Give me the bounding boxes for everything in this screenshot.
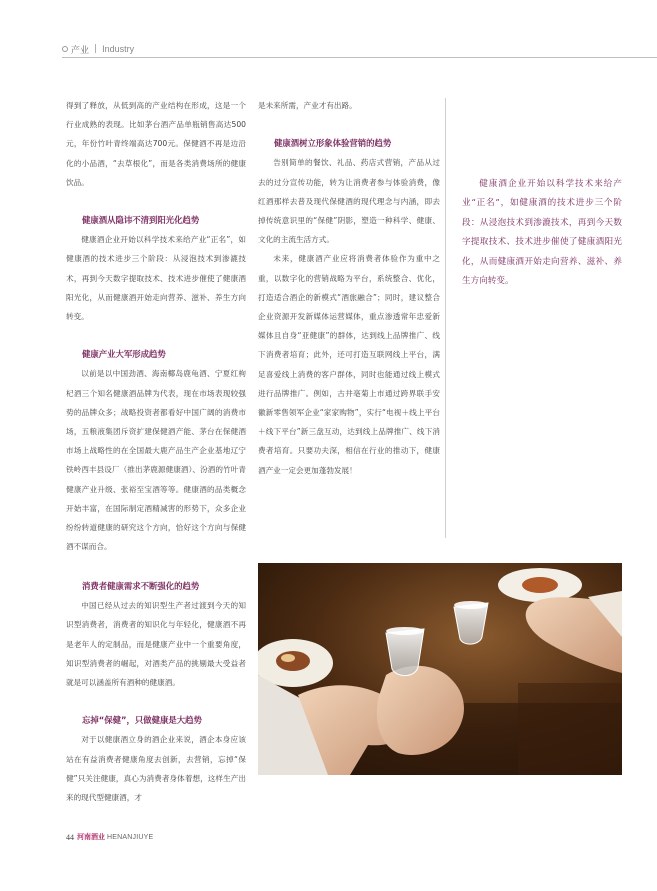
toast-illustration <box>258 563 622 775</box>
magazine-brand-en: HENANJIUYE <box>107 833 154 841</box>
column-2 <box>258 96 440 480</box>
paragraph: 健康酒企业开始以科学技术来给产业“正名”，如健康酒的技术进步三个阶段：从浸泡技术到渗漉技术，再到今天数字提取技术、技术进步催使了健康酒阳光化，从而健康酒开始走向营养、滋补、养生方向转变。 <box>66 235 246 322</box>
section-heading: 消费者健康需求不断强化的趋势 <box>82 581 200 591</box>
page-number: 44 <box>66 832 74 842</box>
section-label: 产业 <box>71 45 90 56</box>
paragraph: 以前是以中国劲酒、海南椰岛鹿龟酒、宁夏红枸杞酒三个知名健康酒品牌为代表，现在市场表现较强势的品牌众多；战略投资者都看好中国广阔的消费市场，五粮液集团斥资扩建保健酒产能、茅台在保健酒市场上战略性的在全国最大鹿产品生产企业基地辽宁铁岭西丰县设厂（推出茅鹿源健康酒）、汾酒的竹叶青健康产业升级、张裕至宝酒等等。健康酒的品类概念开始丰富，在国际制定酒精减害的形势下，众多企业纷纷转道健康的研究这个方向，恰好这个方向与保健酒不谋而合。 <box>66 369 246 552</box>
section-heading: 健康酒树立形象体验营销的趋势 <box>274 138 392 149</box>
circle-icon <box>62 46 68 52</box>
section-label-en: Industry <box>102 44 135 54</box>
paragraph: 对于以健康酒立身的酒企业来说，酒企本身应该站在有益消费者健康角度去创新，去营销，忘掉“保健”只关注健康，真心为消费者身体着想，这样生产出来的现代型健康酒，才 <box>66 735 246 803</box>
header-rule <box>62 57 657 58</box>
page-header <box>62 42 134 56</box>
header-separator: | <box>94 44 98 54</box>
paragraph: 告别简单的餐饮、礼品、药店式营销，产品从过去的过分宣传功能，转为让消费者参与体验消费，像红酒那样去普及现代保健酒的现代理念与内涵，即去掉传统意识里的“保健”阴影，塑造一种科学、健康、文化的主流生活方式。 <box>258 158 440 245</box>
paragraph: 是未来所需，产业才有出路。 <box>258 101 357 110</box>
paragraph: 得到了释放，从低到高的产业结构在形成，这是一个行业成熟的表现。比如茅台酒产品单瓶销售高达500元，年份竹叶青终端高达700元。保健酒不再是边沿化的小品酒，“去草根化”，而是各类消费场所的健康饮品。 <box>66 101 246 187</box>
column-1 <box>66 96 246 556</box>
pull-quote: 健康酒企业开始以科学技术来给产业“正名”，如健康酒的技术进步三个阶段：从浸泡技术到渗漉技术，再到今天数字提取技术、技术进步催使了健康酒阳光化，从而健康酒开始走向营养、滋补、养生方向转变。 <box>462 179 622 287</box>
paragraph: 中国已经从过去的知识型生产者过渡到今天的知识型消费者，消费者的知识化与年轻化，健康酒不再是老年人的定制品，而是健康产业中一个重要角度，知识型消费者的崛起，对酒类产品的挑剔最大受益者就是可以涵盖所有酒种的健康酒。 <box>66 601 246 688</box>
magazine-brand: 河南酒业 <box>77 833 105 841</box>
toast-photo <box>258 563 622 775</box>
column-3 <box>66 577 246 807</box>
section-heading: 健康酒从隐讳不清到阳光化趋势 <box>82 215 200 226</box>
section-heading: 忘掉“保健”，只做健康是大趋势 <box>82 715 202 726</box>
column-divider <box>445 98 446 538</box>
page-footer <box>66 832 153 842</box>
section-heading: 健康产业大军形成趋势 <box>82 349 166 360</box>
paragraph: 未来，健康酒产业应将消费者体验作为重中之重，以数字化的营销战略为平台，系统整合、优化，打造适合酒企的新模式“酒旅融合”；同时，建议整合企业资源开发新媒体运营媒体，重点渗透常年忠爱新媒体且自身“亚健康”的群体，达到线上品牌推广、线下消费者培育；此外，还可打造互联网线上平台，满足喜爱线上消费的客户群体，同时也能通过线上模式进行品牌推广。例如，古井亳菊上市通过跨界联手安徽新零售领军企业“家家购物”，实行“电视＋线上平台＋线下平台”新三盘互动，达到线上品牌推广、线下消费者培育。只要功夫深，相信在行业的推动下，健康酒产业一定会更加蓬勃发展！ <box>258 254 440 475</box>
